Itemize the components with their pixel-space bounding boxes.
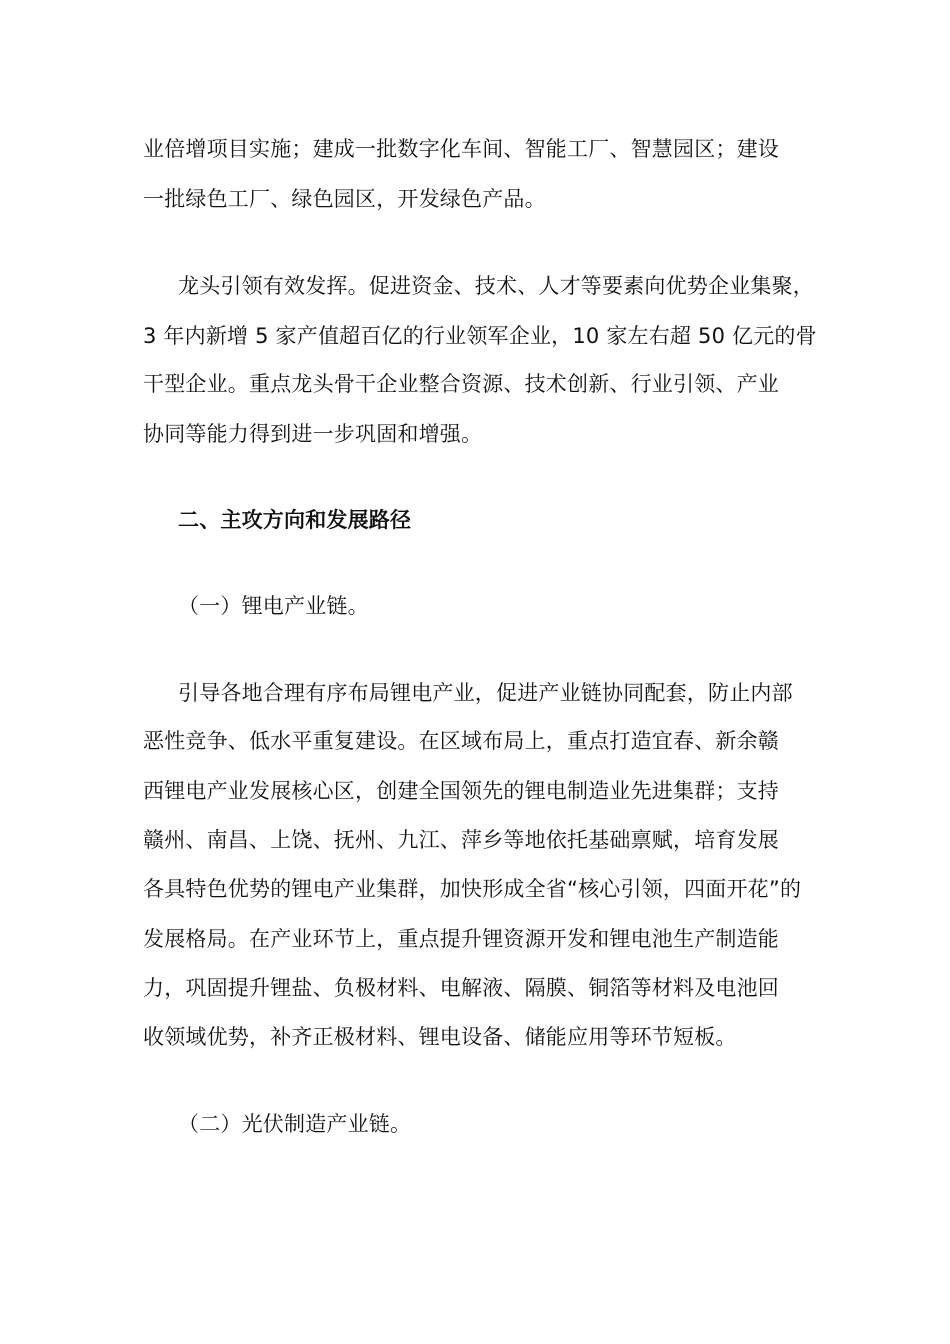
paragraph-line: 收领域优势，补齐正极材料、锂电设备、储能应用等环节短板。	[143, 1025, 737, 1049]
subsection-heading: （二）光伏制造产业链。	[178, 1112, 412, 1136]
paragraph-line: 赣州、南昌、上饶、抚州、九江、萍乡等地依托基础禀赋，培育发展	[143, 828, 779, 852]
paragraph-line: 力，巩固提升锂盐、负极材料、电解液、隔膜、铜箔等材料及电池回	[143, 976, 779, 1000]
paragraph-line: 西锂电产业发展核心区，创建全国领先的锂电制造业先进集群；支持	[143, 779, 779, 803]
paragraph-line: 恶性竞争、低水平重复建设。在区域布局上，重点打造宜春、新余赣	[143, 729, 779, 753]
paragraph-line: 一批绿色工厂、绿色园区，开发绿色产品。	[143, 187, 546, 211]
paragraph-line: 业倍增项目实施；建成一批数字化车间、智能工厂、智慧园区；建设	[143, 137, 779, 161]
paragraph-line: 干型企业。重点龙头骨干企业整合资源、技术创新、行业引领、产业	[143, 372, 779, 396]
paragraph-line: 引导各地合理有序布局锂电产业，促进产业链协同配套，防止内部	[178, 681, 793, 705]
section-heading: 二、主攻方向和发展路径	[178, 508, 412, 532]
paragraph-line: 各具特色优势的锂电产业集群，加快形成全省“核心引领，四面开花”的	[143, 877, 802, 901]
paragraph-line: 龙头引领有效发挥。促进资金、技术、人才等要素向优势企业集聚，	[178, 274, 814, 298]
subsection-heading: （一）锂电产业链。	[178, 594, 369, 618]
paragraph-line: 3 年内新增 5 家产值超百亿的行业领军企业，10 家左右超 50 亿元的骨	[143, 324, 817, 348]
paragraph-line: 协同等能力得到进一步巩固和增强。	[143, 422, 483, 446]
paragraph-line: 发展格局。在产业环节上，重点提升锂资源开发和锂电池生产制造能	[143, 927, 779, 951]
